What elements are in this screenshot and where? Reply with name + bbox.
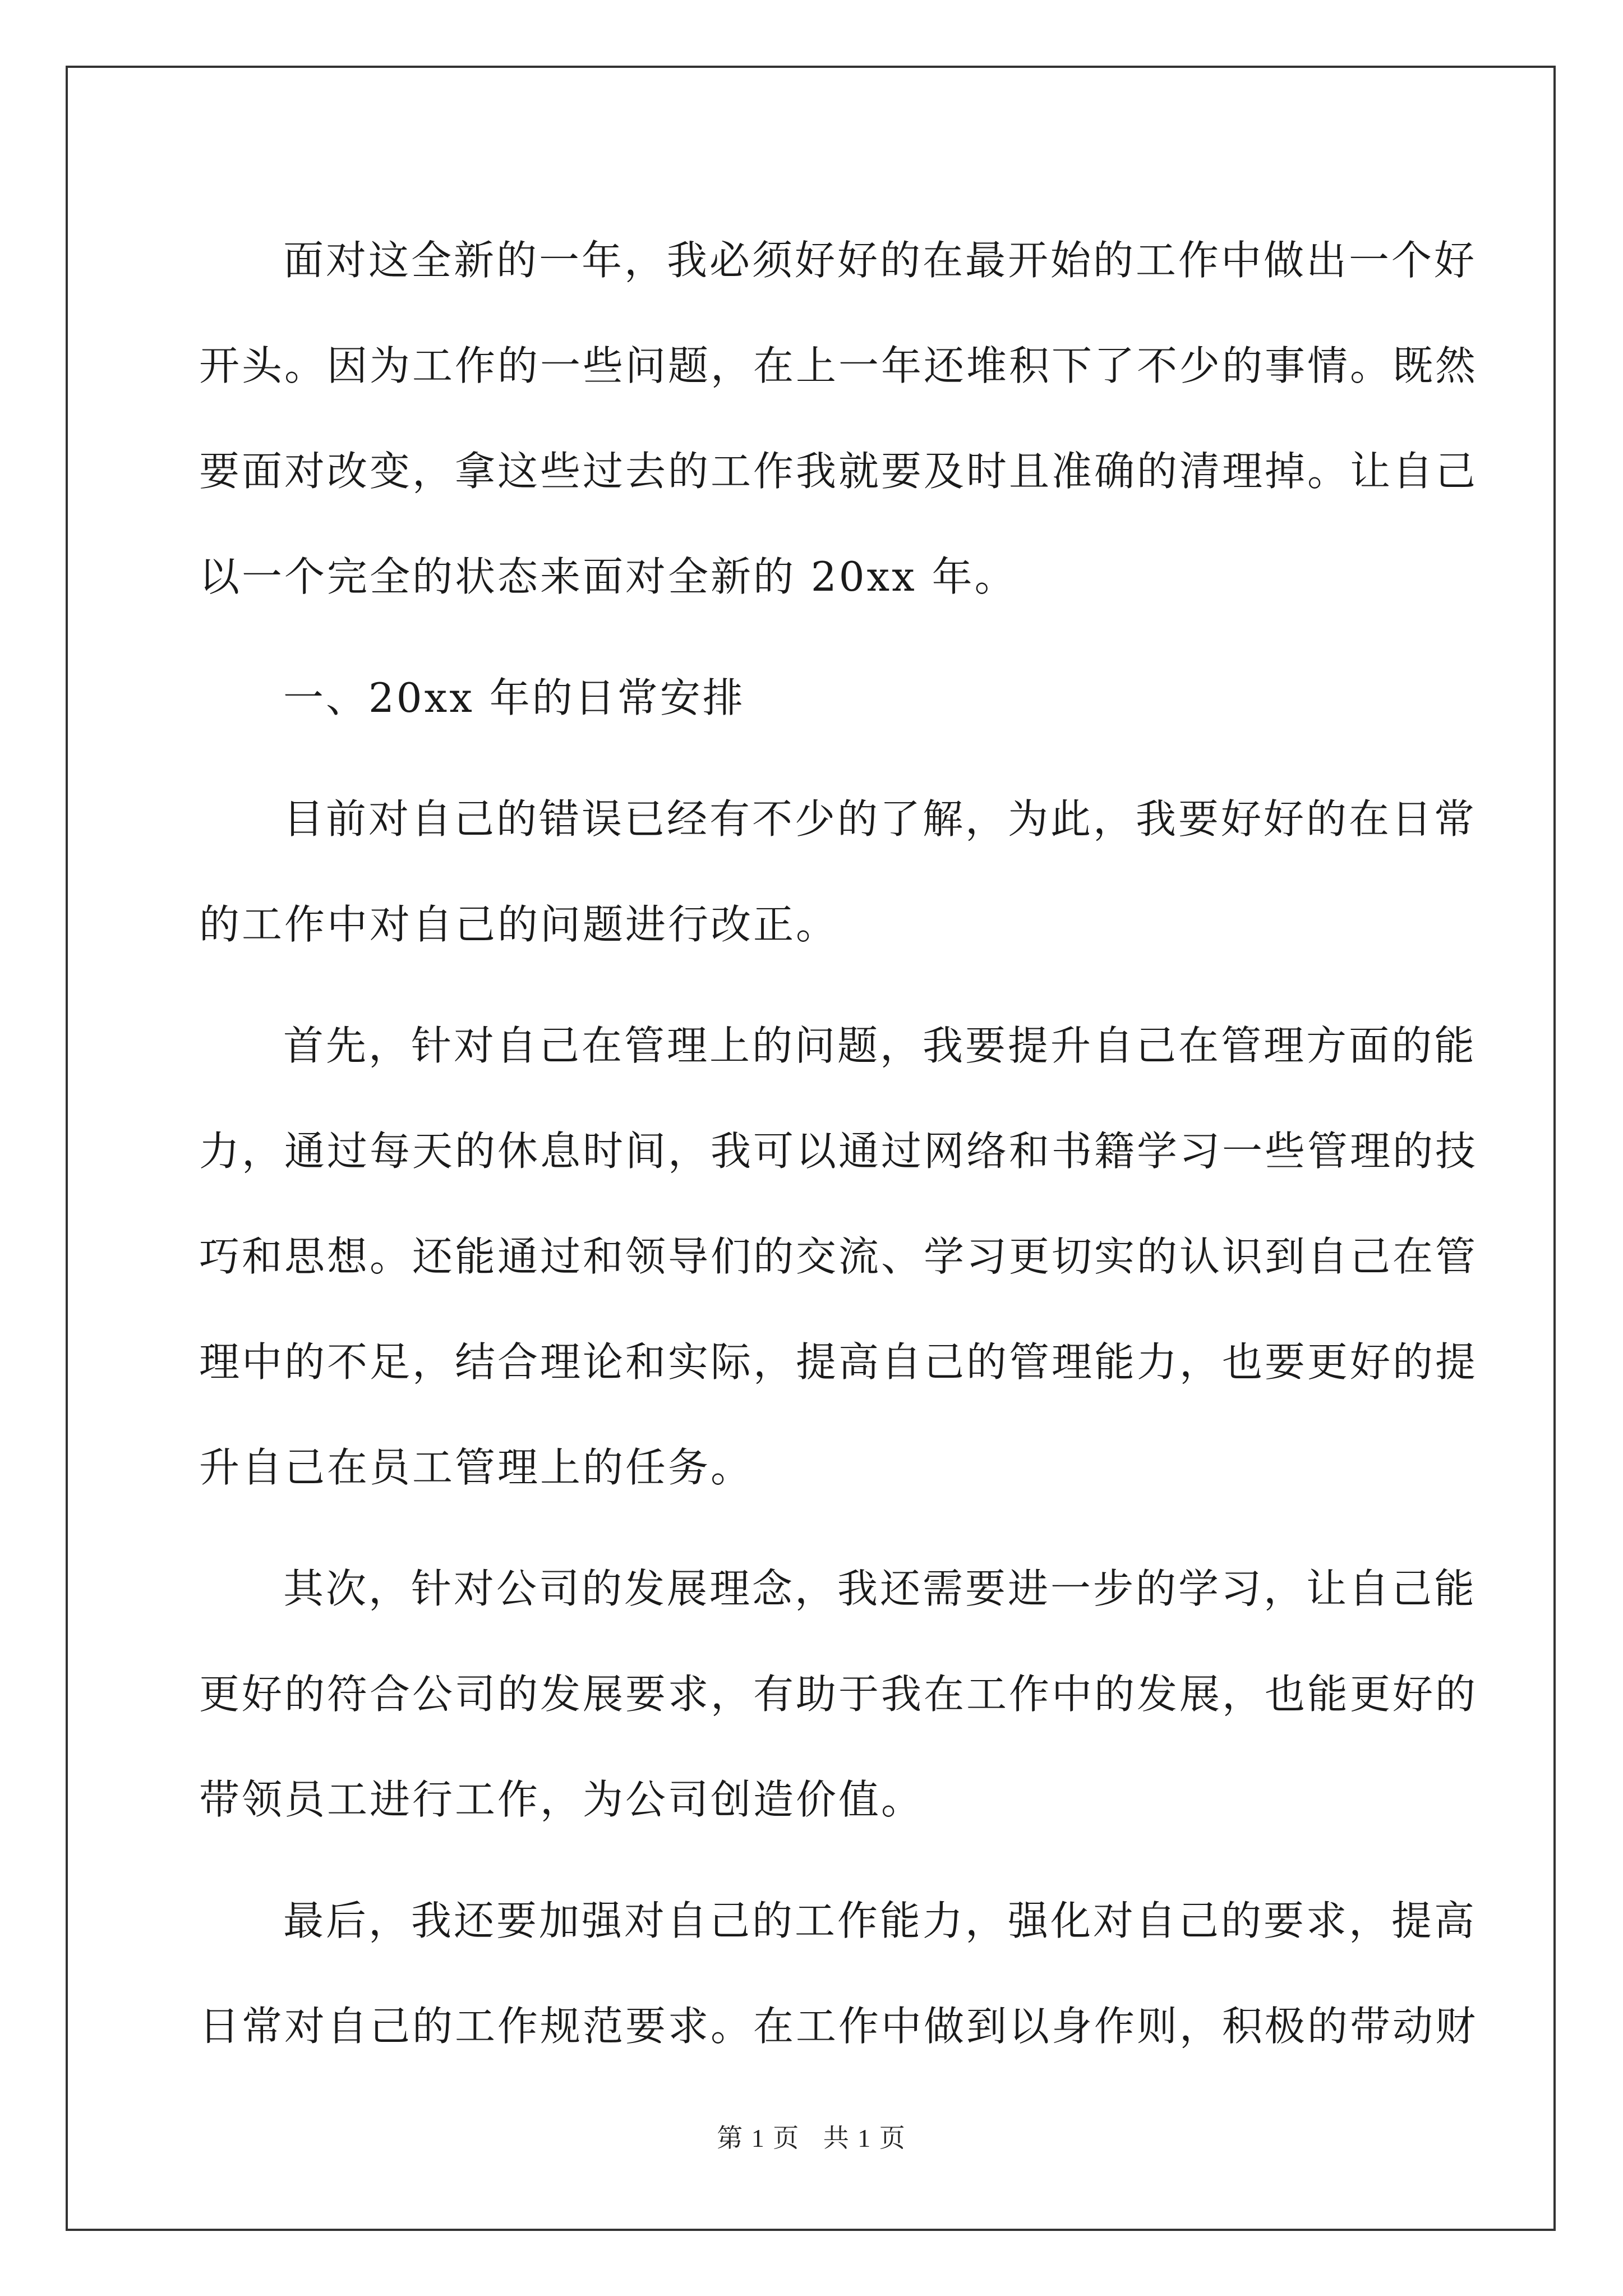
text-line: 升自己在员工管理上的任务。 [199,1444,754,1491]
text-line: 要面对改变，拿这些过去的工作我就要及时且准确的清理掉。让自己 [199,448,1478,495]
text-line: 以一个完全的状态来面对全新的 20xx 年。 [199,553,1017,600]
paragraph-intro [199,208,1478,629]
section-heading-text: 一、20xx 年的日常安排 [283,674,745,721]
text-line: 理中的不足，结合理论和实际，提高自己的管理能力，也要更好的提 [199,1338,1478,1386]
paragraph-finally [199,1868,1478,2079]
text-line: 更好的符合公司的发展要求，有助于我在工作中的发展，也能更好的 [199,1671,1478,1718]
paragraph-first [199,993,1478,1520]
text-line: 日常对自己的工作规范要求。在工作中做到以身作则，积极的带动财 [199,2003,1478,2050]
page-footer [0,2118,1623,2155]
text-line: 面对这全新的一年，我必须好好的在最开始的工作中做出一个好 [283,237,1477,284]
text-line: 巧和思想。还能通过和领导们的交流、学习更切实的认识到自己在管 [199,1233,1478,1280]
text-line: 首先，针对自己在管理上的问题，我要提升自己在管理方面的能 [283,1022,1477,1069]
text-line: 最后，我还要加强对自己的工作能力，强化对自己的要求，提高 [283,1897,1477,1944]
section-heading [199,645,1424,751]
text-line: 带领员工进行工作，为公司创造价值。 [199,1776,924,1823]
page-total: 共 1 页 [823,2124,906,2152]
text-line: 目前对自己的错误已经有不少的了解，为此，我要好好的在日常 [283,795,1477,843]
text-line: 的工作中对自己的问题进行改正。 [199,901,839,948]
paragraph-second [199,1536,1478,1852]
text-line: 力，通过每天的休息时间，我可以通过网络和书籍学习一些管理的技 [199,1128,1478,1175]
text-line: 其次，针对公司的发展理念，我还需要进一步的学习，让自己能 [283,1565,1477,1612]
text-line: 开头。因为工作的一些问题，在上一年还堆积下了不少的事情。既然 [199,342,1478,389]
page-number: 第 1 页 [717,2124,800,2152]
paragraph-current-status [199,766,1477,977]
document-body [199,208,1478,2095]
